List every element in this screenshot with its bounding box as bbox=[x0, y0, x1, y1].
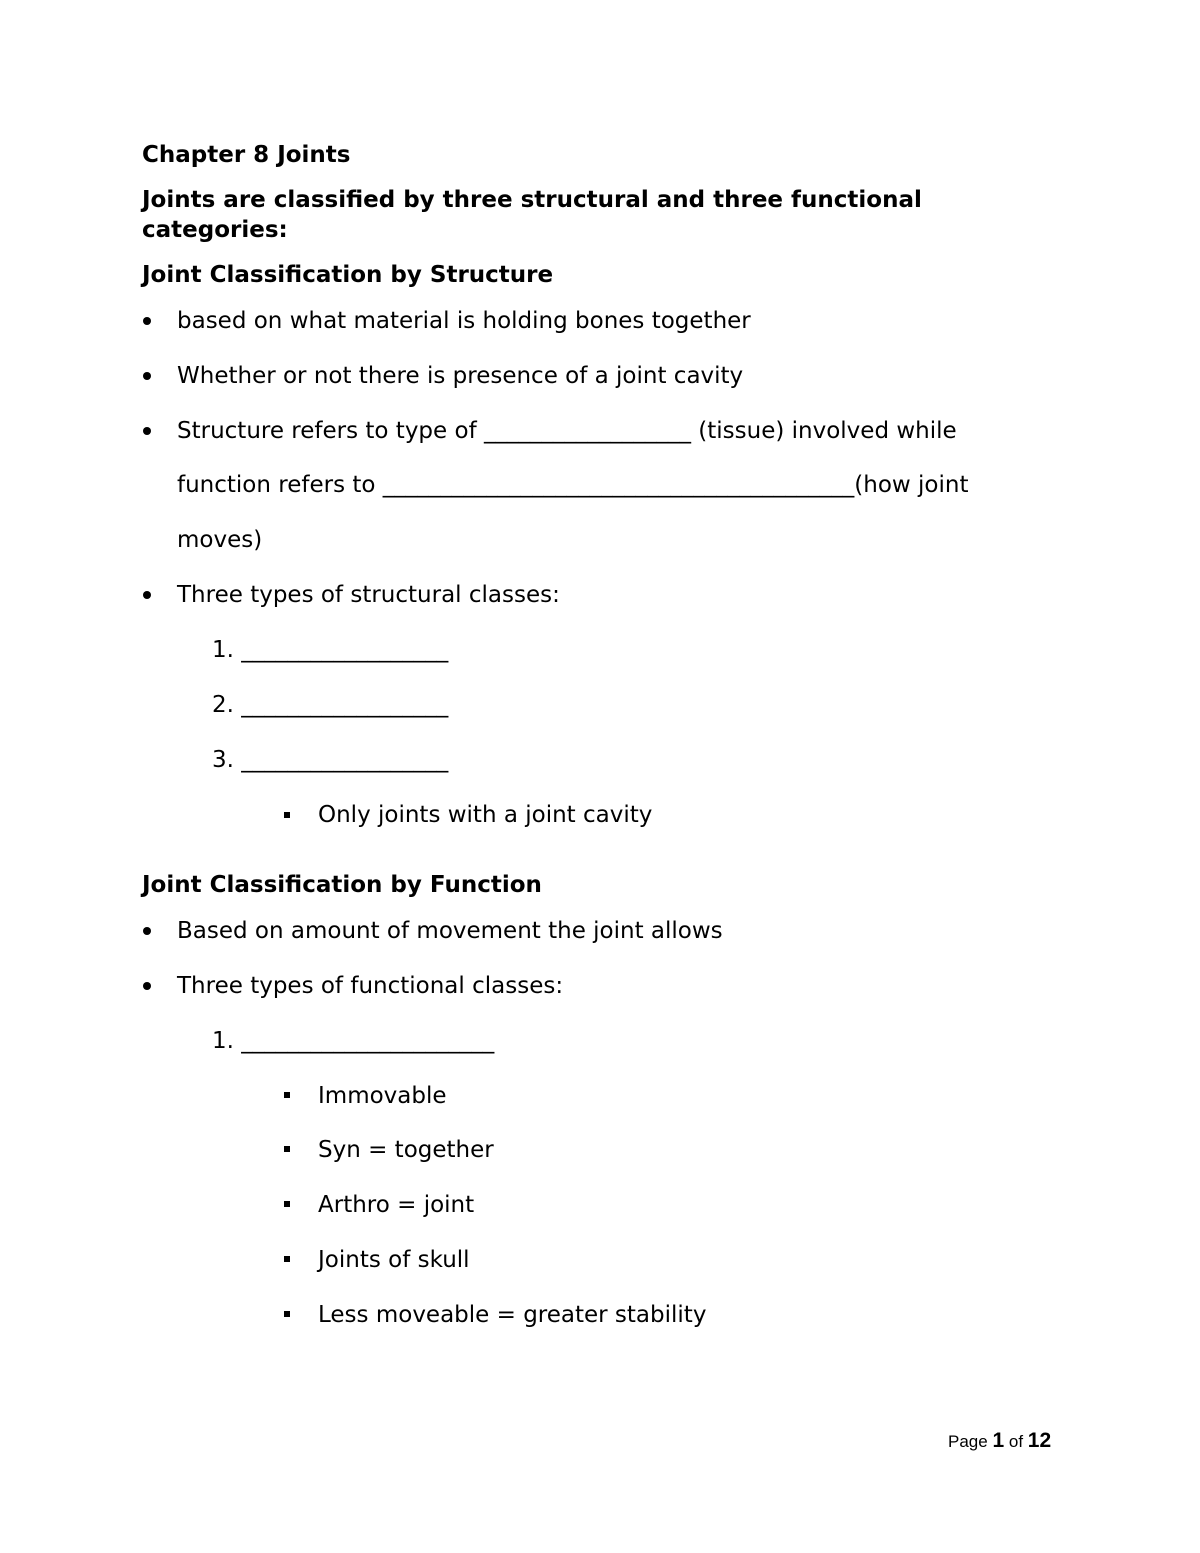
function-subbullet-1: Immovable bbox=[318, 1083, 447, 1109]
structure-bullet-1: based on what material is holding bones together bbox=[177, 308, 751, 334]
function-subbullet-2: Syn = together bbox=[318, 1137, 494, 1163]
bullet-square-icon bbox=[284, 1311, 290, 1317]
structure-item-1: 1. __________________ bbox=[212, 637, 449, 663]
structure-bullet-3-line-1: Structure refers to type of __________________ (tissue) involved while bbox=[177, 418, 957, 444]
bullet-square-icon bbox=[284, 812, 290, 818]
function-subbullet-4: Joints of skull bbox=[318, 1247, 470, 1273]
bullet-dot-icon bbox=[143, 982, 151, 990]
bullet-dot-icon bbox=[143, 591, 151, 599]
bullet-dot-icon bbox=[143, 427, 151, 435]
of-label: of bbox=[1008, 1432, 1024, 1451]
structure-bullet-3-line-3: moves) bbox=[177, 527, 263, 553]
structure-subbullet: Only joints with a joint cavity bbox=[318, 802, 653, 828]
function-item-1: 1. ______________________ bbox=[212, 1028, 495, 1054]
bullet-dot-icon bbox=[143, 372, 151, 380]
function-subbullet-5: Less moveable = greater stability bbox=[318, 1302, 707, 1328]
structure-item-3: 3. __________________ bbox=[212, 747, 449, 773]
structure-bullet-2: Whether or not there is presence of a joint cavity bbox=[177, 363, 744, 389]
page-number: 1 bbox=[992, 1429, 1005, 1452]
chapter-title: Chapter 8 Joints bbox=[142, 142, 351, 168]
function-bullet-2: Three types of functional classes: bbox=[177, 973, 564, 999]
bullet-dot-icon bbox=[143, 317, 151, 325]
structure-heading: Joint Classification by Structure bbox=[142, 262, 554, 288]
total-pages: 12 bbox=[1027, 1429, 1052, 1452]
intro-line-2: categories: bbox=[142, 217, 288, 243]
structure-bullet-4: Three types of structural classes: bbox=[177, 582, 560, 608]
bullet-square-icon bbox=[284, 1256, 290, 1262]
page-footer bbox=[948, 1429, 1051, 1453]
page-label: Page bbox=[948, 1432, 988, 1451]
function-subbullet-3: Arthro = joint bbox=[318, 1192, 475, 1218]
bullet-square-icon bbox=[284, 1201, 290, 1207]
structure-bullet-3-line-2: function refers to _________________________________________(how joint bbox=[177, 472, 969, 498]
function-heading: Joint Classification by Function bbox=[142, 872, 542, 898]
bullet-dot-icon bbox=[143, 927, 151, 935]
bullet-square-icon bbox=[284, 1146, 290, 1152]
function-bullet-1: Based on amount of movement the joint allows bbox=[177, 918, 723, 944]
intro-line-1: Joints are classified by three structural and three functional bbox=[142, 187, 922, 213]
structure-item-2: 2. __________________ bbox=[212, 692, 449, 718]
bullet-square-icon bbox=[284, 1092, 290, 1098]
